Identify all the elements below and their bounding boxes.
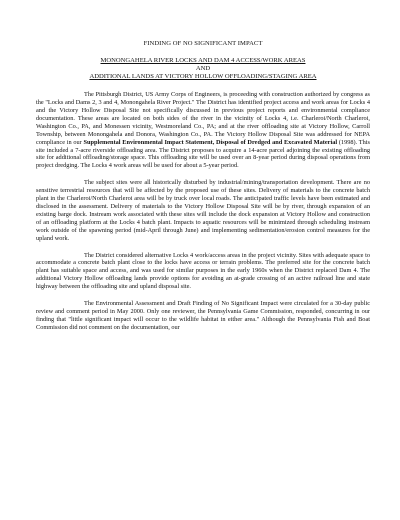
paragraph-2: The subject sites were all historically disturbed by industrial/mining/transportation development. There are no sensitive terrestrial resources that will be affected by the proposed use of these sites. Delivery of materials to the concrete batch plant in the Charleroi/North Charleroi area will be by truck over local roads. The anticipated traffic levels have been estimated and disclosed in the assessment. Delivery of materials to the Victory Hollow Disposal Site will be by river, through expansion of an existing barge dock. Instream work associated with these sites will include the dock expansion at Victory Hollow and construction of an offloading platform at the Locks 4 batch plant. Impacts to aquatic resources will be minimized through scheduling instream work outside of the spawning period (mid-April through June) and implementing sedimentation/erosion control measures for the upland work. bbox=[36, 179, 370, 242]
paragraph-1 bbox=[36, 91, 370, 170]
document-subtitle bbox=[36, 57, 370, 81]
subtitle-line-2: AND bbox=[195, 65, 211, 72]
subtitle-line-1: MONONGAHELA RIVER LOCKS AND DAM 4 ACCESS/WORK AREAS bbox=[100, 56, 306, 64]
paragraph-1-text-b: (1998). This site included a 7-acre riverside offloading area. The District proposes to acquire a 14-acre parcel adjoining the existing offloading site for additional offloading/storage space. This offloading site will be used over an 8-year period during disposal operations from project dredging. The Locks 4 work areas will be used for about a 5-year period. bbox=[36, 138, 370, 170]
seis-title: Supplemental Environmental Impact Statement, Disposal of Dredged and Excavated Material bbox=[83, 138, 338, 146]
paragraph-4: The Environmental Assessment and Draft Finding of No Significant Impact were circulated for a 30-day public review and comment period in May 2000. Only one reviewer, the Pennsylvania Game Commission, responded, concurring in our finding that "little significant impact will occur to the wildlife habitat in either area." Although the Pennsylvania Fish and Boat Commission did not comment on the documentation, our bbox=[36, 300, 370, 331]
paragraph-3: The District considered alternative Locks 4 work/access areas in the project vicinity. Sites with adequate space to accommodate a concrete batch plant close to the locks have access or terrain problems. The preferred site for the concrete batch plant has suitable space and access, and was used for similar purposes in the early 1960s when the District replaced Dam 4. The additional Victory Hollow offloading lands provide options for avoiding an at-grade crossing of an active railroad line and state highway between the offloading site and upland disposal site. bbox=[36, 251, 370, 291]
document-title: FINDING OF NO SIGNIFICANT IMPACT bbox=[143, 40, 263, 47]
paragraph-1-text-a: The Pittsburgh District, US Army Corps of Engineers, is proceeding with construction authorized by congress as the "Locks and Dams 2, 3 and 4, Monongahela River Project." The District has identified project access and work areas for Locks 4 and the Victory Hollow Disposal Site not specifically discussed in previous project reports and environmental compliance documentation. These areas are located on both sides of the river in the vicinity of Locks 4, i.e. Charleroi/North Charleroi, Washington Co., PA, and Monessen vicinity, Westmoreland Co., PA; and at the river offloading site at Victory Hollow, Carroll Township, between Monongahela and Donora, Washington Co., PA. The Victory Hollow Disposal Site was addressed for NEPA compliance in our bbox=[36, 91, 370, 146]
subtitle-line-3: ADDITIONAL LANDS AT VICTORY HOLLOW OFFLOADING/STAGING AREA bbox=[89, 73, 317, 81]
